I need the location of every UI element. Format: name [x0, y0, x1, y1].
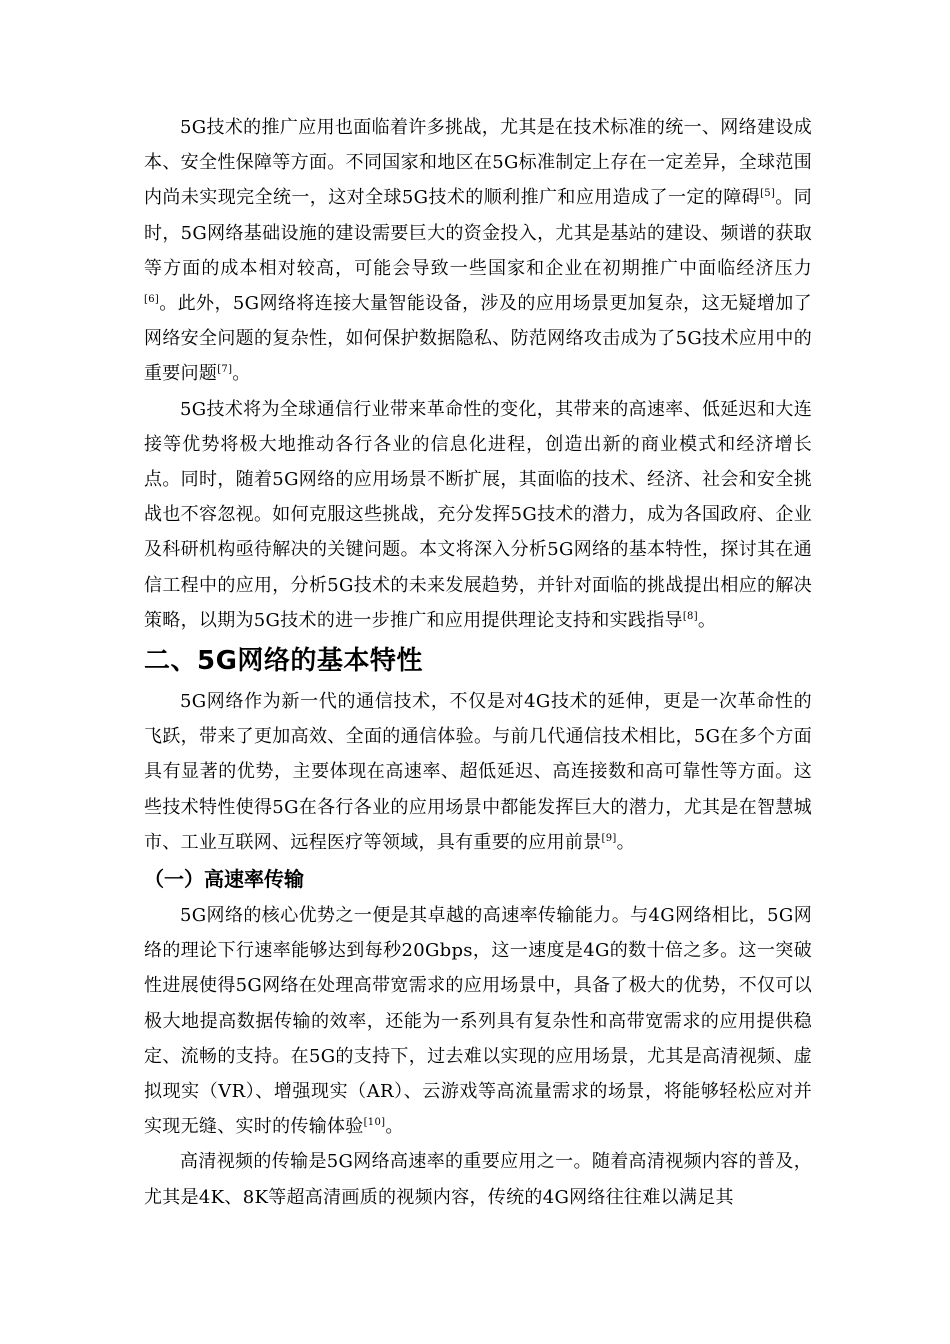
paragraph-text: 。此外，5G网络将连接大量智能设备，涉及的应用场景更加复杂，这无疑增加了网络安全问题的复杂性，如何保护数据隐私、防范网络攻击成为了5G技术应用中的重要问题 [144, 293, 812, 385]
paragraph-5g-impact [144, 392, 812, 638]
paragraph-text: 。 [385, 1116, 404, 1138]
paragraph-5g-features [144, 684, 812, 860]
subsection-heading: （一）高速率传输 [144, 867, 304, 892]
paragraph-5g-challenges [144, 110, 812, 392]
paragraph-text: 。 [697, 609, 717, 631]
citation-9: [9] [601, 832, 617, 844]
citation-7: [7] [217, 364, 233, 376]
paragraph-text: 高清视频的传输是5G网络高速率的重要应用之一。随着高清视频内容的普及，尤其是4K、8K等超高清画质的视频内容，传统的4G网络往往难以满足其 [144, 1151, 812, 1208]
paragraph-text: 。 [232, 363, 251, 385]
paragraph-text: 5G网络的核心优势之一便是其卓越的高速率传输能力。与4G网络相比，5G网络的理论下行速率能够达到每秒20Gbps，这一速度是4G的数十倍之多。这一突破性进展使得5G网络在处理高带宽需求的应用场景中，具备了极大的优势，不仅可以极大地提高数据传输的效率，还能为一系列具有复杂性和高带宽需求的应用提供稳定、流畅的支持。在5G的支持下，过去难以实现的应用场景，尤其是高清视频、虚拟现实（VR）、增强现实（AR）、云游戏等高流量需求的场景，将能够轻松应对并实现无缝、实时的传输体验 [144, 905, 812, 1138]
citation-5: [5] [760, 188, 776, 200]
paragraph-text: 5G网络作为新一代的通信技术，不仅是对4G技术的延伸，更是一次革命性的飞跃，带来了更加高效、全面的通信体验。与前几代通信技术相比，5G在多个方面具有显著的优势，主要体现在高速率、超低延迟、高连接数和高可靠性等方面。这些技术特性使得5G在各行各业的应用场景中都能发挥巨大的潜力，尤其是在智慧城市、工业互联网、远程医疗等领域，具有重要的应用前景 [144, 691, 812, 853]
paragraph-text: 5G技术的推广应用也面临着许多挑战，尤其是在技术标准的统一、网络建设成本、安全性保障等方面。不同国家和地区在5G标准制定上存在一定差异，全球范围内尚未实现完全统一，这对全球5G技术的顺利推广和应用造成了一定的障碍 [144, 117, 812, 209]
citation-10: [10] [363, 1117, 386, 1129]
section-heading: 二、5G网络的基本特性 [144, 646, 423, 677]
document-body [144, 110, 812, 1215]
citation-8: [8] [682, 610, 698, 622]
paragraph-hd-video [144, 1144, 812, 1214]
paragraph-high-speed [144, 898, 812, 1144]
paragraph-text: 5G技术将为全球通信行业带来革命性的变化，其带来的高速率、低延迟和大连接等优势将极大地推动各行各业的信息化进程，创造出新的商业模式和经济增长点。同时，随着5G网络的应用场景不断扩展，其面临的技术、经济、社会和安全挑战也不容忽视。如何克服这些挑战，充分发挥5G技术的潜力，成为各国政府、企业及科研机构亟待解决的关键问题。本文将深入分析5G网络的基本特性，探讨其在通信工程中的应用，分析5G技术的未来发展趋势，并针对面临的挑战提出相应的解决策略，以期为5G技术的进一步推广和应用提供理论支持和实践指导 [144, 398, 812, 631]
citation-6: [6] [144, 294, 160, 306]
paragraph-text: 。同时，5G网络基础设施的建设需要巨大的资金投入，尤其是基站的建设、频谱的获取等方面的成本相对较高，可能会导致一些国家和企业在初期推广中面临经济压力 [144, 187, 813, 279]
paragraph-text: 。 [616, 831, 635, 853]
